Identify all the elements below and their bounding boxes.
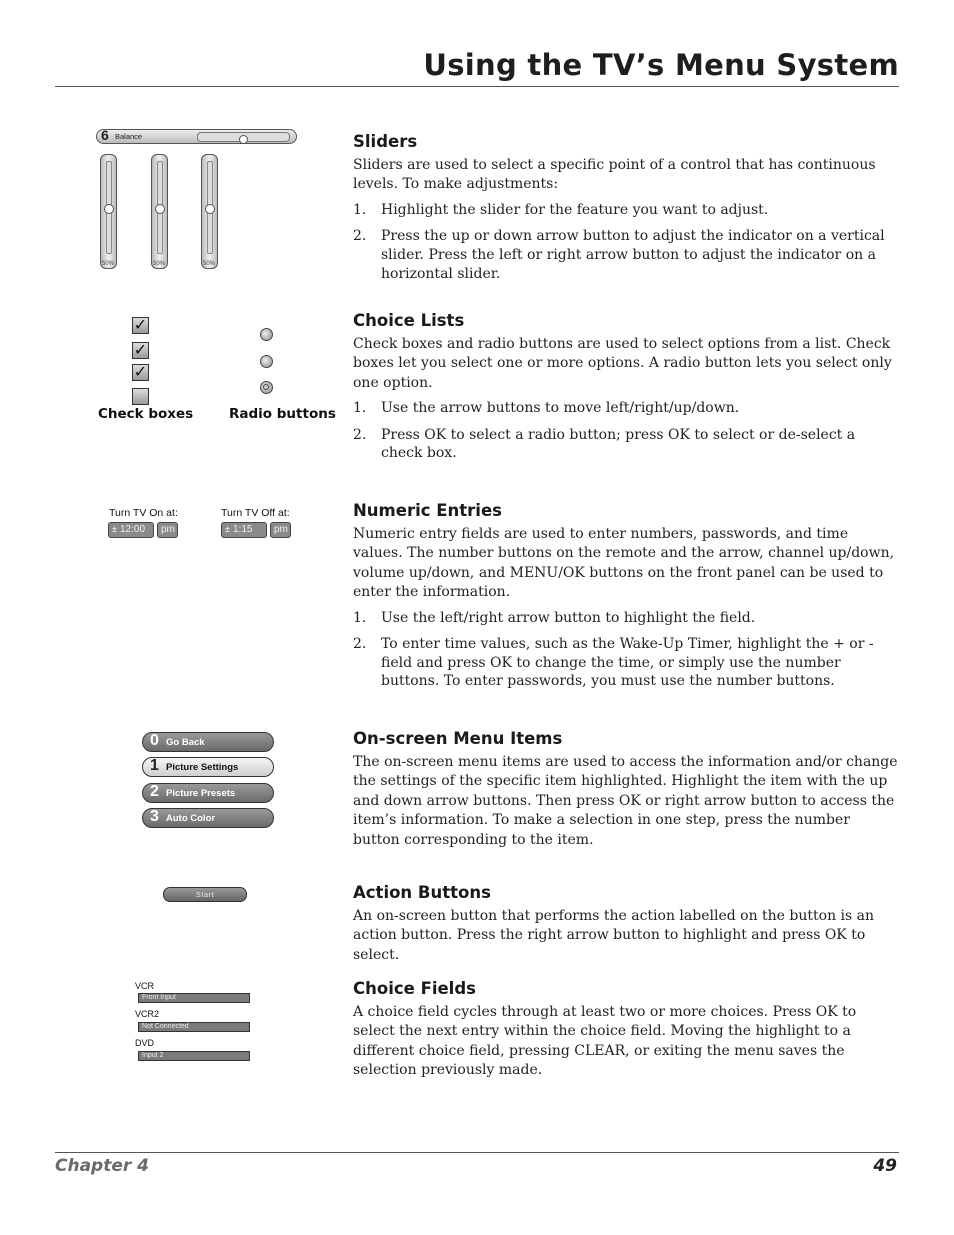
page-title: Using the TV’s Menu System [423, 48, 899, 82]
footer-chapter: Chapter 4 [55, 1156, 150, 1176]
radio-button [260, 381, 273, 394]
section-body: Check boxes and radio buttons are used to select options from a list. Check boxes let you select one or more options. A radio button lets you select only one option. [353, 336, 892, 391]
vertical-slider [151, 154, 168, 269]
vertical-slider [201, 154, 218, 269]
turn-on-label: Turn TV On at: [109, 507, 178, 519]
section-body: Numeric entry fields are used to enter numbers, passwords, and time values. The number buttons on the remote and the arrow, channel up/down, volume up/down, and MENU/OK buttons on the front panel can be used to enter the information. [353, 526, 895, 601]
turn-on-time-value: 12:00 [120, 524, 146, 535]
check-box [132, 388, 149, 405]
turn-off-ampm-field: pm [270, 522, 291, 538]
menu-item-label: Picture Presets [166, 788, 236, 799]
spin-icon: ± [225, 524, 230, 534]
turn-off-label: Turn TV Off at: [221, 507, 290, 519]
steps-list [353, 399, 898, 463]
menu-item-label: Auto Color [166, 813, 216, 824]
menu-item-number: 0 [150, 732, 159, 749]
choice-lists-section [353, 311, 898, 471]
section-body: An on-screen button that performs the action labelled on the button is an action button. Press the right arrow button to highlight and press OK to select. [353, 908, 875, 963]
step-item: 2. Press the up or down arrow button to adjust the indicator on a vertical slider. Press the left or right arrow button to adjust the indicator on a horizontal slider. [353, 228, 885, 282]
step-text: Use the left/right arrow button to highlight the field. [381, 609, 756, 626]
numeric-entries-section [353, 501, 898, 699]
menu-item-picture-settings [142, 757, 274, 777]
check-box: ✓ [133, 362, 148, 381]
vertical-slider-percent: 50% [153, 261, 166, 267]
vertical-slider-percent: 50% [203, 261, 216, 267]
choice-field-value: Not Connected [138, 1022, 250, 1032]
steps-list [353, 201, 898, 283]
step-text: To enter time values, such as the Wake-Up Timer, highlight the + or - field and press OK to change the time, or simply use the number buttons. To enter passwords, you must use the number buttons. [381, 636, 874, 690]
section-heading: Numeric Entries [353, 501, 502, 520]
choice-field-label: VCR2 [135, 1009, 160, 1019]
step-item: 1. Highlight the slider for the feature you want to adjust. [353, 201, 769, 218]
choice-field-value: Input 2 [138, 1051, 250, 1061]
vertical-slider-knob [104, 204, 114, 214]
balance-slider-track [197, 132, 290, 142]
vertical-slider-percent: 50% [102, 261, 115, 267]
action-buttons-section [353, 883, 898, 971]
step-item: 1. Use the left/right arrow button to highlight the field. [353, 609, 756, 626]
choice-field-value: Front Input [138, 993, 250, 1003]
check-box: ✓ [133, 315, 148, 334]
section-body: A choice field cycles through at least two or more choices. Press OK to select the next entry within the choice field. Moving the highlight to a different choice field, pressing CLEAR, or exiting the menu saves the selection previously made. [353, 1004, 857, 1079]
section-heading: Choice Fields [353, 979, 476, 998]
step-text: Press OK to select a radio button; press OK to select or de-select a check box. [381, 426, 856, 462]
section-heading: Choice Lists [353, 311, 465, 330]
vertical-slider-knob [205, 204, 215, 214]
menu-item-number: 3 [150, 808, 159, 825]
choice-fields-section [353, 979, 898, 1087]
balance-slider [96, 129, 297, 144]
section-body: The on-screen menu items are used to access the information and/or change the settings of the specific item highlighted. Highlight the item with the up and down arrow buttons. Then press OK or right arrow button to access the item’s information. To make a selection in one step, press the number button corresponding to the item. [353, 754, 898, 848]
choice-field-label: VCR [135, 981, 155, 991]
vertical-slider-knob [155, 204, 165, 214]
header-rule [55, 86, 899, 87]
footer-rule [55, 1152, 899, 1153]
start-button: Start [163, 887, 247, 902]
choice-field-label: DVD [135, 1038, 155, 1048]
turn-off-time-field [221, 522, 267, 538]
menu-items-section [353, 729, 898, 856]
check-boxes-caption: Check boxes [98, 406, 194, 422]
balance-slider-number: 6 [101, 127, 109, 143]
step-item: 1. Use the arrow buttons to move left/right/up/down. [353, 400, 740, 417]
spin-icon: ± [112, 524, 117, 534]
radio-button [260, 328, 273, 341]
section-heading: Action Buttons [353, 883, 491, 902]
section-heading: On-screen Menu Items [353, 729, 563, 748]
menu-item-picture-presets [142, 783, 274, 803]
turn-on-ampm-field: pm [157, 522, 178, 538]
vertical-slider [100, 154, 117, 269]
menu-item-label: Go Back [166, 737, 205, 748]
menu-item-auto-color [142, 808, 274, 828]
page-number: 49 [873, 1156, 897, 1176]
menu-item-go-back [142, 732, 274, 752]
balance-slider-knob [239, 135, 248, 144]
step-item: 2. Press OK to select a radio button; press OK to select or de-select a check box. [353, 426, 856, 462]
steps-list [353, 609, 898, 691]
turn-off-time-value: 1:15 [233, 524, 253, 535]
step-item: 2. To enter time values, such as the Wake-Up Timer, highlight the + or - field and press OK to change the time, or simply use the number buttons. To enter passwords, you must use the number buttons. [353, 636, 874, 690]
step-text: Press the up or down arrow button to adjust the indicator on a vertical slider. Press the left or right arrow button to adjust the indicator on a horizontal slider. [381, 228, 885, 282]
menu-item-number: 1 [150, 757, 159, 774]
section-heading: Sliders [353, 132, 418, 151]
menu-item-number: 2 [150, 783, 159, 800]
turn-on-time-field [108, 522, 154, 538]
sliders-section [353, 132, 898, 291]
section-body: Sliders are used to select a specific point of a control that has continuous levels. To make adjustments: [353, 157, 876, 193]
radio-buttons-caption: Radio buttons [229, 406, 336, 422]
radio-button [260, 355, 273, 368]
check-box: ✓ [133, 340, 148, 359]
step-text: Use the arrow buttons to move left/right/up/down. [381, 400, 740, 417]
balance-slider-label: Balance [115, 132, 143, 141]
step-text: Highlight the slider for the feature you want to adjust. [381, 201, 769, 218]
menu-item-label: Picture Settings [166, 762, 239, 773]
